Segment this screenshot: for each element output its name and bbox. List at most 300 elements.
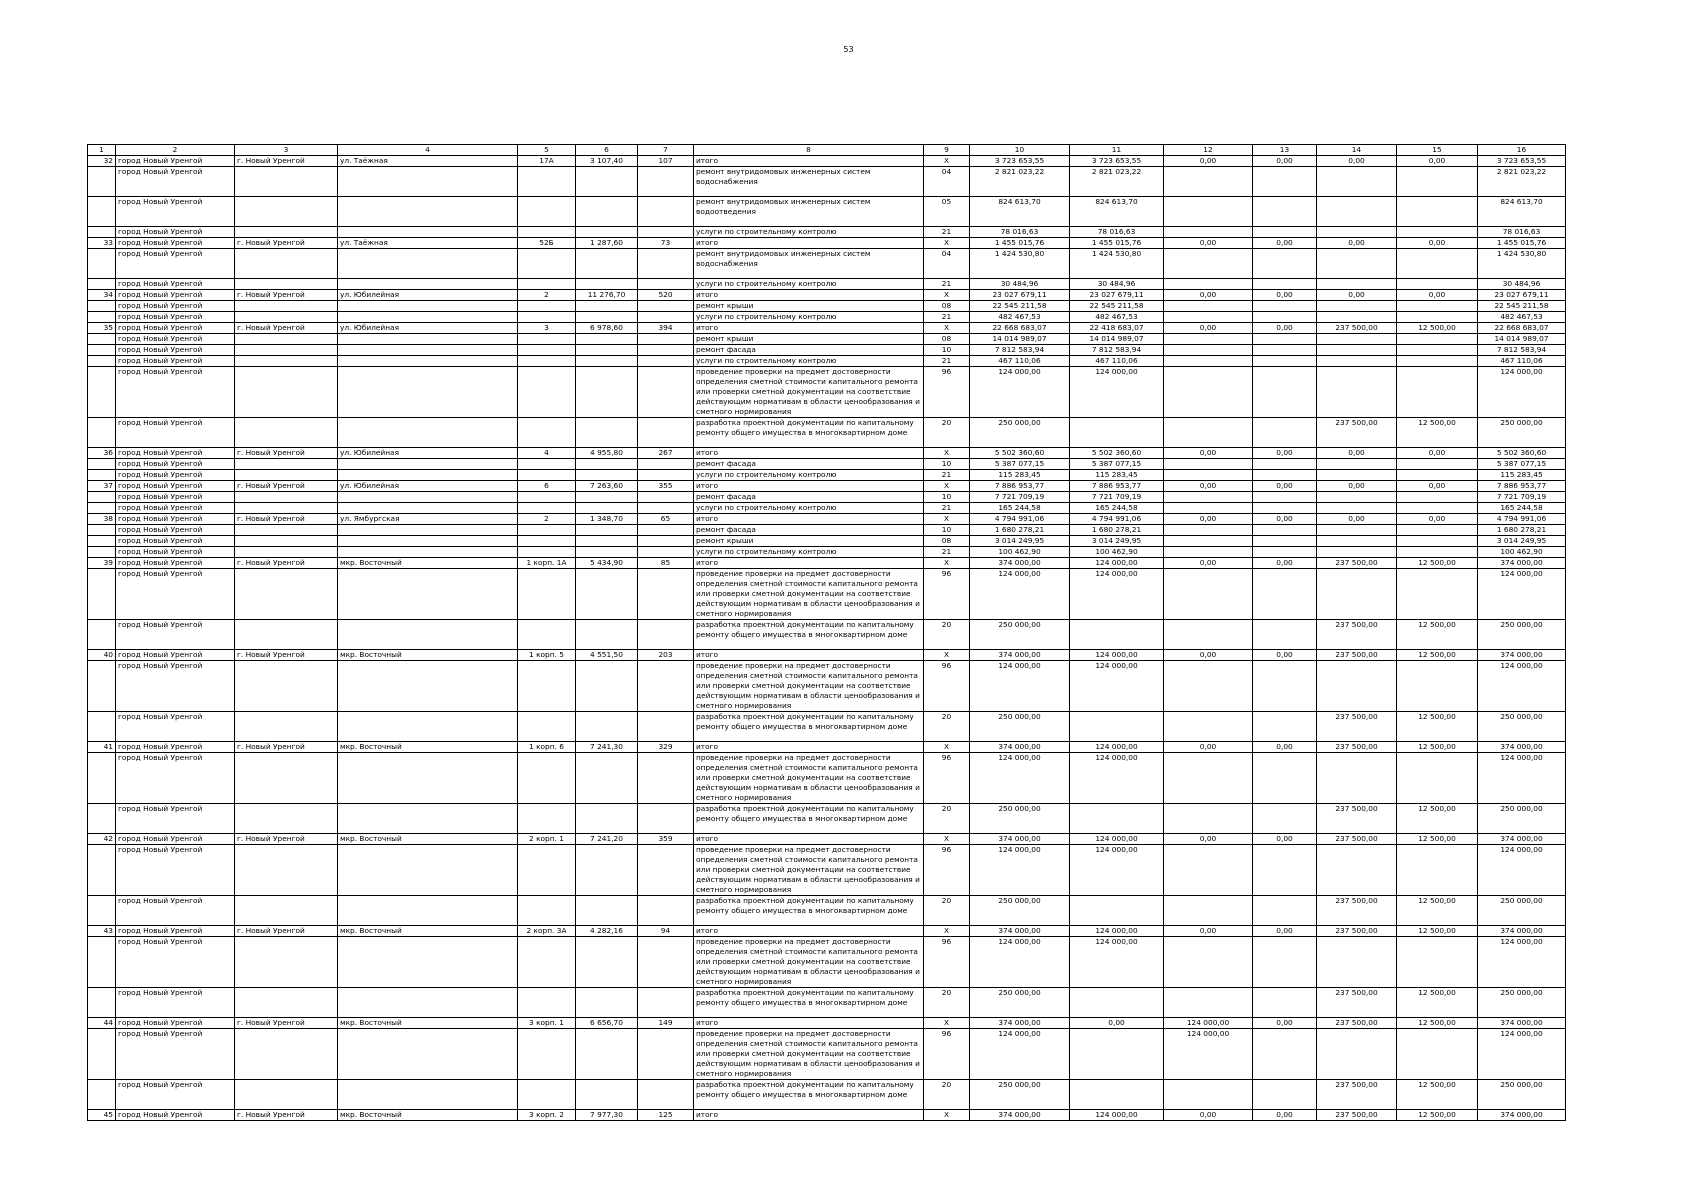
residents-cell: 107: [638, 156, 694, 167]
work-code-cell: 20: [924, 620, 970, 650]
row-number: [88, 492, 116, 503]
city-cell: г. Новый Уренгой: [235, 481, 338, 492]
area-cell: [576, 536, 638, 547]
row-number: [88, 167, 116, 197]
row-number: [88, 197, 116, 227]
owners-funds-cell: 0,00: [1317, 481, 1397, 492]
residents-cell: [638, 937, 694, 988]
area-cell: [576, 459, 638, 470]
municipality-cell: город Новый Уренгой: [116, 834, 235, 845]
total-cost-cell: 124 000,00: [970, 753, 1070, 804]
total-cost-cell: 124 000,00: [970, 937, 1070, 988]
municipality-cell: город Новый Уренгой: [116, 334, 235, 345]
budget-cell: [1164, 312, 1253, 323]
work-code-cell: 96: [924, 569, 970, 620]
owners-funds-cell: 237 500,00: [1317, 804, 1397, 834]
residents-cell: [638, 279, 694, 290]
row-number: [88, 249, 116, 279]
fund-cell: [1070, 1080, 1164, 1110]
table-row: [88, 845, 1566, 896]
fund-cell: 124 000,00: [1070, 753, 1164, 804]
fund-cell: 124 000,00: [1070, 1110, 1164, 1121]
other-funds-cell: 12 500,00: [1397, 650, 1478, 661]
work-code-cell: Х: [924, 834, 970, 845]
table-row: [88, 1110, 1566, 1121]
city-cell: г. Новый Уренгой: [235, 323, 338, 334]
row-number: [88, 356, 116, 367]
other-funds-cell: 12 500,00: [1397, 1018, 1478, 1029]
fund-cell: 100 462,90: [1070, 547, 1164, 558]
work-type-cell: разработка проектной документации по капитальному ремонту общего имущества в многоквартирном доме: [694, 804, 924, 834]
total-cost-cell: 374 000,00: [970, 742, 1070, 753]
table-row: [88, 334, 1566, 345]
fund-cell: 165 244,58: [1070, 503, 1164, 514]
table-row: [88, 418, 1566, 448]
work-code-cell: 04: [924, 249, 970, 279]
local-budget-cell: [1253, 1029, 1317, 1080]
fund-cell: 22 418 683,07: [1070, 323, 1164, 334]
total-cost-cell: 2 821 023,22: [970, 167, 1070, 197]
house-cell: 2: [518, 290, 576, 301]
street-cell: [338, 459, 518, 470]
street-cell: [338, 525, 518, 536]
house-cell: [518, 197, 576, 227]
table-row: [88, 301, 1566, 312]
work-code-cell: 96: [924, 661, 970, 712]
budget-cell: [1164, 536, 1253, 547]
other-funds-cell: [1397, 197, 1478, 227]
row-number: 37: [88, 481, 116, 492]
municipality-cell: город Новый Уренгой: [116, 492, 235, 503]
street-cell: ул. Юбилейная: [338, 323, 518, 334]
municipality-cell: город Новый Уренгой: [116, 367, 235, 418]
city-cell: г. Новый Уренгой: [235, 156, 338, 167]
other-funds-cell: [1397, 367, 1478, 418]
local-budget-cell: 0,00: [1253, 323, 1317, 334]
other-funds-cell: 12 500,00: [1397, 1080, 1478, 1110]
total-cost-cell: 7 721 709,19: [970, 492, 1070, 503]
residents-cell: 94: [638, 926, 694, 937]
area-cell: 7 263,60: [576, 481, 638, 492]
table-row: [88, 547, 1566, 558]
fund-cell: 124 000,00: [1070, 834, 1164, 845]
municipality-cell: город Новый Уренгой: [116, 753, 235, 804]
budget-cell: [1164, 661, 1253, 712]
work-type-cell: ремонт фасада: [694, 459, 924, 470]
total-cost-cell: 374 000,00: [970, 1018, 1070, 1029]
house-cell: [518, 334, 576, 345]
street-cell: ул. Ямбургская: [338, 514, 518, 525]
street-cell: [338, 301, 518, 312]
table-row: [88, 937, 1566, 988]
fund-cell: 22 545 211,58: [1070, 301, 1164, 312]
work-type-cell: итого: [694, 448, 924, 459]
other-funds-cell: 0,00: [1397, 290, 1478, 301]
local-budget-cell: [1253, 661, 1317, 712]
row-number: 43: [88, 926, 116, 937]
owners-funds-cell: [1317, 845, 1397, 896]
work-code-cell: 21: [924, 312, 970, 323]
fund-cell: 124 000,00: [1070, 569, 1164, 620]
owners-funds-cell: 237 500,00: [1317, 650, 1397, 661]
house-cell: [518, 536, 576, 547]
house-cell: [518, 525, 576, 536]
municipality-cell: город Новый Уренгой: [116, 712, 235, 742]
city-cell: [235, 547, 338, 558]
city-cell: [235, 356, 338, 367]
row-number: [88, 227, 116, 238]
work-type-cell: услуги по строительному контролю: [694, 227, 924, 238]
local-budget-cell: 0,00: [1253, 650, 1317, 661]
work-code-cell: Х: [924, 448, 970, 459]
house-cell: [518, 356, 576, 367]
owners-funds-cell: [1317, 753, 1397, 804]
fund-cell: [1070, 896, 1164, 926]
city-cell: г. Новый Уренгой: [235, 558, 338, 569]
house-cell: 1 корп. 6: [518, 742, 576, 753]
municipality-cell: город Новый Уренгой: [116, 926, 235, 937]
other-funds-cell: [1397, 470, 1478, 481]
budget-cell: [1164, 547, 1253, 558]
table-row: [88, 896, 1566, 926]
budget-cell: [1164, 620, 1253, 650]
total-cell: 23 027 679,11: [1478, 290, 1566, 301]
row-number: [88, 301, 116, 312]
total-cell: 5 387 077,15: [1478, 459, 1566, 470]
city-cell: [235, 937, 338, 988]
owners-funds-cell: [1317, 197, 1397, 227]
other-funds-cell: 12 500,00: [1397, 804, 1478, 834]
city-cell: г. Новый Уренгой: [235, 834, 338, 845]
total-cost-cell: 5 387 077,15: [970, 459, 1070, 470]
house-cell: [518, 418, 576, 448]
header-cell: 4: [338, 145, 518, 156]
street-cell: ул. Таёжная: [338, 238, 518, 249]
row-number: [88, 1029, 116, 1080]
residents-cell: [638, 345, 694, 356]
city-cell: [235, 1080, 338, 1110]
owners-funds-cell: 0,00: [1317, 238, 1397, 249]
work-type-cell: проведение проверки на предмет достоверности определения сметной стоимости капитального ремонта или проверки сметной документации на соответствие действующим нормативам в области ценообразования и сметного нормирования: [694, 937, 924, 988]
municipality-cell: город Новый Уренгой: [116, 470, 235, 481]
owners-funds-cell: 237 500,00: [1317, 558, 1397, 569]
work-type-cell: итого: [694, 290, 924, 301]
total-cell: 374 000,00: [1478, 558, 1566, 569]
total-cell: 374 000,00: [1478, 742, 1566, 753]
house-cell: [518, 804, 576, 834]
local-budget-cell: 0,00: [1253, 238, 1317, 249]
row-number: [88, 753, 116, 804]
street-cell: [338, 470, 518, 481]
work-code-cell: 20: [924, 804, 970, 834]
budget-cell: 0,00: [1164, 290, 1253, 301]
area-cell: 7 977,30: [576, 1110, 638, 1121]
municipality-cell: город Новый Уренгой: [116, 514, 235, 525]
table-row: [88, 481, 1566, 492]
residents-cell: [638, 547, 694, 558]
area-cell: [576, 345, 638, 356]
owners-funds-cell: [1317, 503, 1397, 514]
total-cell: 7 721 709,19: [1478, 492, 1566, 503]
total-cost-cell: 115 283,45: [970, 470, 1070, 481]
budget-cell: [1164, 249, 1253, 279]
residents-cell: [638, 301, 694, 312]
owners-funds-cell: [1317, 334, 1397, 345]
residents-cell: [638, 356, 694, 367]
owners-funds-cell: [1317, 937, 1397, 988]
budget-cell: [1164, 753, 1253, 804]
residents-cell: 65: [638, 514, 694, 525]
total-cost-cell: 124 000,00: [970, 661, 1070, 712]
work-type-cell: проведение проверки на предмет достоверности определения сметной стоимости капитального ремонта или проверки сметной документации на соответствие действующим нормативам в области ценообразования и сметного нормирования: [694, 845, 924, 896]
area-cell: [576, 547, 638, 558]
header-cell: 13: [1253, 145, 1317, 156]
other-funds-cell: 12 500,00: [1397, 418, 1478, 448]
work-code-cell: 04: [924, 167, 970, 197]
total-cost-cell: 30 484,96: [970, 279, 1070, 290]
page-number: 53: [843, 45, 854, 54]
owners-funds-cell: [1317, 492, 1397, 503]
residents-cell: 394: [638, 323, 694, 334]
total-cost-cell: 482 467,53: [970, 312, 1070, 323]
owners-funds-cell: [1317, 345, 1397, 356]
work-code-cell: 96: [924, 1029, 970, 1080]
work-type-cell: итого: [694, 481, 924, 492]
residents-cell: 149: [638, 1018, 694, 1029]
street-cell: [338, 503, 518, 514]
municipality-cell: город Новый Уренгой: [116, 238, 235, 249]
house-cell: [518, 896, 576, 926]
total-cell: 165 244,58: [1478, 503, 1566, 514]
row-number: [88, 459, 116, 470]
area-cell: [576, 197, 638, 227]
residents-cell: [638, 896, 694, 926]
total-cell: 374 000,00: [1478, 650, 1566, 661]
area-cell: 1 348,70: [576, 514, 638, 525]
local-budget-cell: [1253, 620, 1317, 650]
work-code-cell: 21: [924, 470, 970, 481]
local-budget-cell: 0,00: [1253, 558, 1317, 569]
work-code-cell: 05: [924, 197, 970, 227]
city-cell: г. Новый Уренгой: [235, 926, 338, 937]
work-type-cell: итого: [694, 742, 924, 753]
area-cell: [576, 569, 638, 620]
municipality-cell: город Новый Уренгой: [116, 448, 235, 459]
area-cell: [576, 804, 638, 834]
local-budget-cell: 0,00: [1253, 926, 1317, 937]
total-cell: 3 723 653,55: [1478, 156, 1566, 167]
city-cell: [235, 661, 338, 712]
owners-funds-cell: [1317, 301, 1397, 312]
city-cell: [235, 227, 338, 238]
area-cell: [576, 661, 638, 712]
area-cell: 1 287,60: [576, 238, 638, 249]
area-cell: [576, 492, 638, 503]
owners-funds-cell: [1317, 459, 1397, 470]
city-cell: [235, 988, 338, 1018]
local-budget-cell: 0,00: [1253, 834, 1317, 845]
city-cell: [235, 753, 338, 804]
local-budget-cell: [1253, 345, 1317, 356]
work-type-cell: услуги по строительному контролю: [694, 470, 924, 481]
table-row: [88, 525, 1566, 536]
budget-cell: 0,00: [1164, 514, 1253, 525]
other-funds-cell: 0,00: [1397, 481, 1478, 492]
total-cost-cell: 124 000,00: [970, 845, 1070, 896]
fund-cell: 30 484,96: [1070, 279, 1164, 290]
row-number: [88, 620, 116, 650]
other-funds-cell: [1397, 661, 1478, 712]
row-number: 34: [88, 290, 116, 301]
municipality-cell: город Новый Уренгой: [116, 249, 235, 279]
header-cell: 10: [970, 145, 1070, 156]
total-cost-cell: 100 462,90: [970, 547, 1070, 558]
owners-funds-cell: 237 500,00: [1317, 418, 1397, 448]
work-type-cell: ремонт крыши: [694, 334, 924, 345]
street-cell: ул. Юбилейная: [338, 448, 518, 459]
owners-funds-cell: [1317, 661, 1397, 712]
owners-funds-cell: [1317, 167, 1397, 197]
other-funds-cell: [1397, 547, 1478, 558]
residents-cell: [638, 988, 694, 1018]
row-number: [88, 525, 116, 536]
other-funds-cell: 12 500,00: [1397, 988, 1478, 1018]
municipality-cell: город Новый Уренгой: [116, 661, 235, 712]
local-budget-cell: [1253, 334, 1317, 345]
work-type-cell: разработка проектной документации по капитальному ремонту общего имущества в многоквартирном доме: [694, 988, 924, 1018]
local-budget-cell: 0,00: [1253, 290, 1317, 301]
table-row: [88, 156, 1566, 167]
local-budget-cell: [1253, 525, 1317, 536]
city-cell: [235, 1029, 338, 1080]
house-cell: 52Б: [518, 238, 576, 249]
table-row: [88, 514, 1566, 525]
owners-funds-cell: 237 500,00: [1317, 834, 1397, 845]
work-code-cell: 20: [924, 896, 970, 926]
area-cell: [576, 312, 638, 323]
municipality-cell: город Новый Уренгой: [116, 279, 235, 290]
fund-cell: 124 000,00: [1070, 926, 1164, 937]
local-budget-cell: [1253, 753, 1317, 804]
house-cell: [518, 937, 576, 988]
owners-funds-cell: [1317, 279, 1397, 290]
street-cell: ул. Юбилейная: [338, 290, 518, 301]
table-row: [88, 367, 1566, 418]
budget-cell: [1164, 279, 1253, 290]
budget-cell: [1164, 301, 1253, 312]
area-cell: 4 551,50: [576, 650, 638, 661]
work-type-cell: проведение проверки на предмет достоверности определения сметной стоимости капитального ремонта или проверки сметной документации на соответствие действующим нормативам в области ценообразования и сметного нормирования: [694, 661, 924, 712]
municipality-cell: город Новый Уренгой: [116, 323, 235, 334]
total-cell: 467 110,06: [1478, 356, 1566, 367]
city-cell: [235, 167, 338, 197]
residents-cell: [638, 470, 694, 481]
local-budget-cell: 0,00: [1253, 742, 1317, 753]
fund-cell: 124 000,00: [1070, 845, 1164, 896]
fund-cell: 3 014 249,95: [1070, 536, 1164, 547]
other-funds-cell: [1397, 345, 1478, 356]
house-cell: [518, 301, 576, 312]
fund-cell: 467 110,06: [1070, 356, 1164, 367]
row-number: [88, 503, 116, 514]
total-cost-cell: 124 000,00: [970, 1029, 1070, 1080]
local-budget-cell: 0,00: [1253, 514, 1317, 525]
residents-cell: [638, 845, 694, 896]
row-number: [88, 334, 116, 345]
municipality-cell: город Новый Уренгой: [116, 620, 235, 650]
work-code-cell: 21: [924, 503, 970, 514]
row-number: [88, 1080, 116, 1110]
owners-funds-cell: 237 500,00: [1317, 926, 1397, 937]
row-number: 42: [88, 834, 116, 845]
other-funds-cell: [1397, 569, 1478, 620]
work-type-cell: разработка проектной документации по капитальному ремонту общего имущества в многоквартирном доме: [694, 620, 924, 650]
fund-cell: [1070, 1029, 1164, 1080]
area-cell: [576, 937, 638, 988]
budget-cell: 0,00: [1164, 156, 1253, 167]
area-cell: [576, 334, 638, 345]
total-cell: 124 000,00: [1478, 753, 1566, 804]
total-cell: 250 000,00: [1478, 620, 1566, 650]
total-cost-cell: 3 723 653,55: [970, 156, 1070, 167]
area-cell: 4 955,80: [576, 448, 638, 459]
row-number: 44: [88, 1018, 116, 1029]
header-cell: 9: [924, 145, 970, 156]
total-cell: 374 000,00: [1478, 1018, 1566, 1029]
street-cell: мкр. Восточный: [338, 650, 518, 661]
street-cell: [338, 896, 518, 926]
local-budget-cell: [1253, 356, 1317, 367]
owners-funds-cell: [1317, 1029, 1397, 1080]
table-row: [88, 804, 1566, 834]
work-code-cell: Х: [924, 926, 970, 937]
area-cell: 7 241,30: [576, 742, 638, 753]
table-row: [88, 536, 1566, 547]
budget-cell: [1164, 569, 1253, 620]
table-row: [88, 312, 1566, 323]
street-cell: [338, 661, 518, 712]
other-funds-cell: [1397, 753, 1478, 804]
work-type-cell: итого: [694, 650, 924, 661]
fund-cell: 115 283,45: [1070, 470, 1164, 481]
work-code-cell: 96: [924, 367, 970, 418]
total-cost-cell: 467 110,06: [970, 356, 1070, 367]
work-type-cell: итого: [694, 156, 924, 167]
table-row: [88, 988, 1566, 1018]
owners-funds-cell: 237 500,00: [1317, 712, 1397, 742]
residents-cell: [638, 753, 694, 804]
residents-cell: [638, 1029, 694, 1080]
municipality-cell: город Новый Уренгой: [116, 896, 235, 926]
area-cell: [576, 845, 638, 896]
total-cell: 5 502 360,60: [1478, 448, 1566, 459]
house-cell: 17А: [518, 156, 576, 167]
total-cost-cell: 374 000,00: [970, 650, 1070, 661]
budget-cell: 0,00: [1164, 481, 1253, 492]
residents-cell: 125: [638, 1110, 694, 1121]
city-cell: г. Новый Уренгой: [235, 1018, 338, 1029]
row-number: 35: [88, 323, 116, 334]
municipality-cell: город Новый Уренгой: [116, 804, 235, 834]
street-cell: [338, 418, 518, 448]
total-cost-cell: 3 014 249,95: [970, 536, 1070, 547]
residents-cell: 520: [638, 290, 694, 301]
work-type-cell: ремонт крыши: [694, 536, 924, 547]
residents-cell: [638, 620, 694, 650]
street-cell: [338, 547, 518, 558]
table-row: [88, 459, 1566, 470]
area-cell: 3 107,40: [576, 156, 638, 167]
